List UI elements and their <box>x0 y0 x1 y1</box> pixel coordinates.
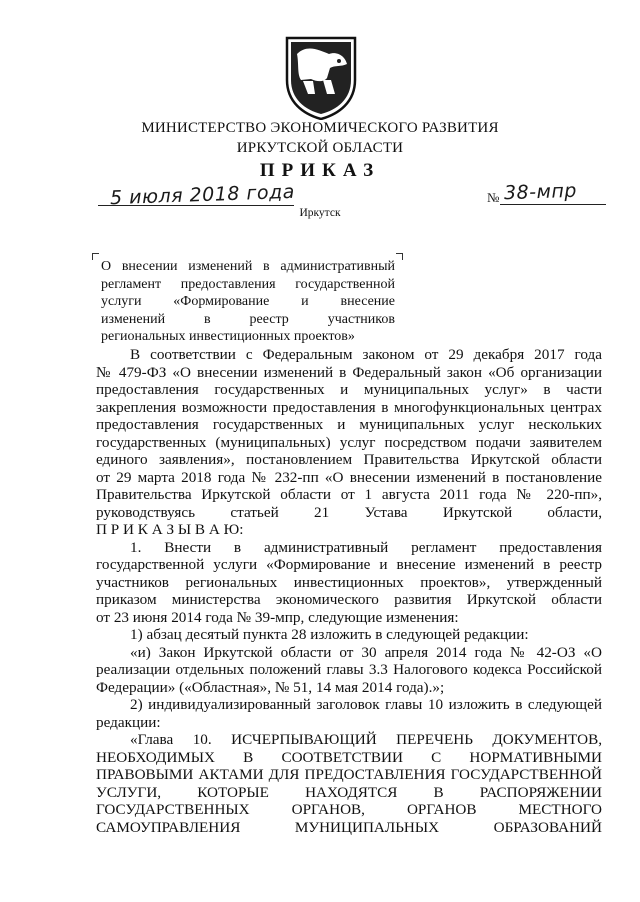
coat-of-arms-icon <box>283 34 359 120</box>
body-line: САМОУПРАВЛЕНИЯ МУНИЦИПАЛЬНЫХ ОБРАЗОВАНИЙ <box>96 818 602 836</box>
body-line: 1. Внести в административный регламент предоставления <box>130 538 602 556</box>
body-line: от 23 июня 2014 года № 39-мпр, следующие изменения: <box>96 608 459 626</box>
body-line: предоставления государственных и муниципальных услуг нескольких <box>96 416 602 433</box>
body-line: 1) абзац десятый пункта 28 изложить в следующей редакции: <box>130 626 529 643</box>
document-body <box>96 346 602 836</box>
date-underline <box>98 205 294 206</box>
handwritten-date: 5 июля 2018 года <box>109 180 296 210</box>
handwritten-number: 38-мпр <box>503 179 578 205</box>
body-line: участников региональных инвестиционных проектов», утвержденный <box>96 573 602 591</box>
body-line: ГОСУДАРСТВЕННЫХ ОРГАНОВ, ОРГАНОВ МЕСТНОГО <box>96 801 602 818</box>
body-line: государственной услуги «Формирование и внесение изменений в реестр <box>96 556 602 573</box>
body-line: предоставления государственных и муниципальных услуг» в части <box>96 381 602 398</box>
body-line: Правительства Иркутской области от 1 августа 2011 года № 220-пп», <box>96 486 602 503</box>
title-corner-right <box>396 253 403 260</box>
document-title <box>101 259 395 347</box>
body-line: редакции: <box>96 713 161 731</box>
ministry-name-line1: МИНИСТЕРСТВО ЭКОНОМИЧЕСКОГО РАЗВИТИЯ <box>141 120 499 136</box>
number-underline <box>500 204 606 205</box>
title-line: региональных инвестиционных проектов» <box>101 329 355 344</box>
title-line: изменений в реестр участников <box>101 311 395 327</box>
body-line: ПРАВОВЫМИ АКТАМИ ДЛЯ ПРЕДОСТАВЛЕНИЯ ГОСУДАРСТВЕННОЙ <box>96 766 602 783</box>
body-line: руководствуясь статьей 21 Устава Иркутской области, <box>96 503 602 521</box>
body-line: «Глава 10. ИСЧЕРПЫВАЮЩИЙ ПЕРЕЧЕНЬ ДОКУМЕНТОВ, <box>130 731 602 748</box>
title-line: услуги «Формирование и внесение <box>101 294 395 309</box>
body-line: Федерации» («Областная», № 51, 14 мая 2014 года).»; <box>96 678 445 696</box>
body-line: государственных (муниципальных) услуг посредством подачи заявителем <box>96 433 602 451</box>
body-line: НЕОБХОДИМЫХ В СООТВЕТСТВИИ С НОРМАТИВНЫМИ <box>96 748 602 766</box>
document-type-heading: ПРИКАЗ <box>259 160 381 181</box>
body-line: В соответствии с Федеральным законом от 29 декабря 2017 года <box>130 346 602 363</box>
body-line: № 479-ФЗ «О внесении изменений в Федеральный закон «Об организации <box>96 363 602 381</box>
title-line: регламент предоставления государственной <box>101 276 395 292</box>
body-line: от 29 марта 2018 года № 232-пп «О внесении изменений в постановление <box>96 468 602 486</box>
body-line: П Р И К А З Ы В А Ю: <box>96 521 244 538</box>
body-line: 2) индивидуализированный заголовок главы 10 изложить в следующей <box>130 696 602 713</box>
body-line: приказом министерства экономического развития Иркутской области <box>96 591 602 608</box>
body-line: единого заявления», постановлением Правительства Иркутской области <box>96 451 602 468</box>
title-corner-left <box>92 253 99 260</box>
city-name: Иркутск <box>299 207 341 219</box>
number-prefix: № <box>487 190 500 205</box>
body-line: «и) Закон Иркутской области от 30 апреля 2014 года № 42-ОЗ «О <box>130 643 602 661</box>
ministry-name-line2: ИРКУТСКОЙ ОБЛАСТИ <box>236 140 404 156</box>
body-line: закрепления возможности предоставления в многофункциональных центрах <box>96 398 602 416</box>
body-line: УСЛУГИ, КОТОРЫЕ НАХОДЯТСЯ В РАСПОРЯЖЕНИИ <box>96 783 602 801</box>
title-line: О внесении изменений в административный <box>101 259 395 274</box>
body-line: реализации отдельных положений главы 3.3 Налогового кодекса Российской <box>96 661 602 678</box>
